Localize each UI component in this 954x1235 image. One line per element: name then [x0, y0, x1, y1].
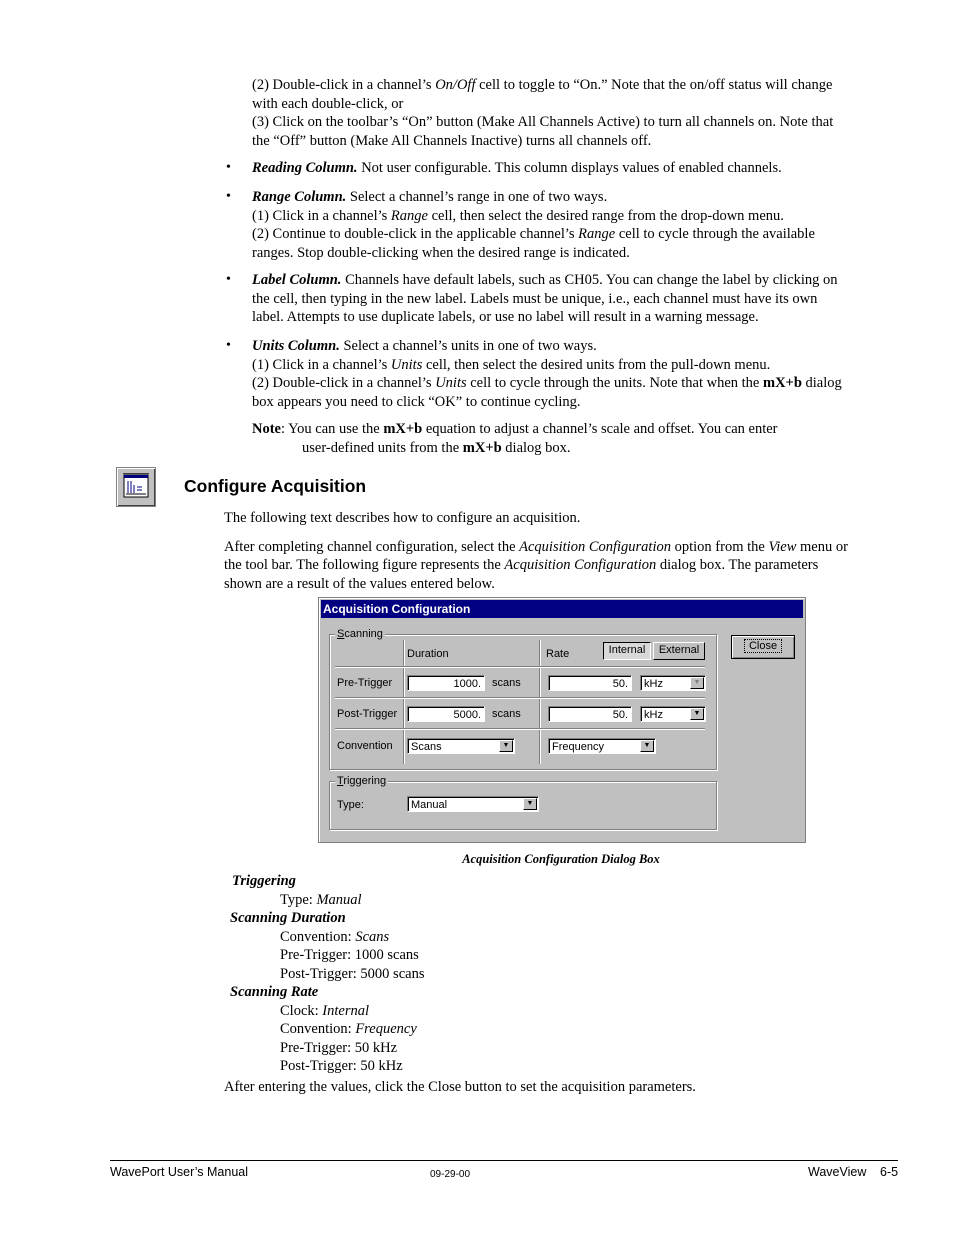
grid-divider [335, 666, 705, 668]
section-italic: Acquisition Configuration [504, 557, 657, 573]
pre-trigger-rate-unit-select[interactable] [640, 675, 706, 691]
section-paragraph: The following text describes how to configure an acquisition. [224, 510, 581, 526]
dropdown-arrow-icon[interactable]: ▼ [523, 798, 537, 810]
post-trigger-label: Post-Trigger [337, 708, 398, 720]
bullet-glyph: • [226, 272, 231, 287]
units-italic: Units [435, 375, 467, 391]
param-line: Clock: [280, 1002, 323, 1019]
section-line: the tool bar. The following figure represents the [224, 557, 505, 573]
bullet-glyph: • [226, 160, 231, 175]
range-line: (2) Continue to double-click in the applicable channel’s [252, 226, 579, 242]
pre-trigger-rate-unit-value: kHz [644, 678, 663, 690]
param-heading: Scanning Duration [230, 910, 346, 926]
label-title: Label Column. [252, 272, 342, 288]
param-value: Manual [316, 891, 362, 908]
units-italic: Units [390, 356, 423, 373]
units-line: box appears you need to click “OK” to continue cycling. [252, 393, 581, 410]
external-clock-button[interactable]: External [653, 642, 705, 660]
note-line: equation to adjust a channel’s scale and offset. You can enter [422, 421, 778, 437]
figure-caption: Acquisition Configuration Dialog Box [462, 852, 660, 866]
range-italic: Range [390, 207, 428, 224]
footer-date: 09-29-00 [430, 1169, 471, 1180]
bullet-glyph: • [226, 189, 231, 204]
range-text: Select a channel’s range in one of two ways. [346, 189, 608, 205]
trigger-type-select[interactable] [407, 796, 539, 812]
convention-label: Convention [337, 740, 393, 752]
reading-column-item [252, 159, 902, 178]
units-line: cell, then select the desired units from the pull-down menu. [422, 356, 771, 373]
grid-divider [335, 728, 705, 730]
param-line: Pre-Trigger: 1000 scans [280, 947, 419, 963]
label-line: the cell, then typing in the new label. Labels must be unique, i.e., each channel must have its own [252, 290, 818, 307]
range-line: cell, then select the desired range from the drop-down menu. [427, 207, 784, 224]
param-line: Post-Trigger: 50 kHz [280, 1058, 403, 1074]
footer-chapter: WaveView [808, 1165, 867, 1179]
reading-text: Not user configurable. This column displays values of enabled channels. [357, 160, 782, 176]
note-line: dialog box. [501, 439, 571, 456]
param-value: Frequency [355, 1021, 417, 1037]
section-italic: View [768, 538, 797, 555]
note-bold: mX+b [383, 421, 423, 437]
post-trigger-rate-input[interactable]: 50. [548, 706, 632, 722]
intro-line: (2) Double-click in a channel’s [252, 77, 436, 93]
section-line: shown are a result of the values entered below. [224, 575, 495, 592]
dropdown-arrow-icon[interactable]: ▼ [690, 677, 704, 689]
units-line: cell to cycle through the units. Note that when the [466, 375, 763, 391]
section-heading: Configure Acquisition [184, 476, 367, 496]
range-line: cell to cycle through the available [615, 226, 815, 242]
triggering-group-label: Triggering [337, 775, 387, 787]
duration-convention-value: Scans [411, 741, 442, 753]
footer-page-number: 6-5 [880, 1165, 899, 1179]
param-line: Convention: [280, 1021, 356, 1037]
acquisition-configuration-dialog [318, 597, 806, 843]
dropdown-arrow-icon[interactable]: ▼ [640, 740, 654, 752]
internal-clock-button[interactable]: Internal [603, 642, 651, 660]
post-trigger-rate-unit-value: kHz [644, 709, 663, 721]
param-line: Post-Trigger: 5000 scans [280, 965, 425, 982]
param-heading: Scanning Rate [230, 984, 319, 1000]
post-trigger-duration-input[interactable]: 5000. [407, 706, 485, 722]
section-line: After completing channel configuration, select the [224, 538, 520, 555]
section-line: dialog box. The parameters [656, 557, 819, 573]
label-text: Channels have default labels, such as CH05. You can change the label by clicking on [341, 272, 838, 288]
param-value: Scans [355, 928, 390, 945]
section-line: option from the [671, 538, 769, 555]
grid-divider [403, 640, 405, 764]
acquisition-config-icon [116, 467, 156, 507]
param-heading: Triggering [232, 873, 296, 889]
closing-paragraph: After entering the values, click the Close button to set the acquisition parameters. [224, 1079, 696, 1095]
rate-convention-value: Frequency [552, 741, 604, 753]
range-line: (1) Click in a channel’s [252, 207, 391, 224]
grid-divider [335, 697, 705, 699]
close-button[interactable] [731, 635, 795, 659]
units-line: (2) Double-click in a channel’s [252, 375, 436, 391]
dropdown-arrow-icon[interactable]: ▼ [690, 708, 704, 720]
footer-manual-title: WavePort User’s Manual [110, 1165, 249, 1179]
post-trigger-duration-unit: scans [492, 708, 521, 720]
trigger-type-label: Type: [337, 799, 364, 811]
dialog-title-bar: Acquisition Configuration [321, 600, 803, 618]
scanning-group-label: Scanning [337, 628, 383, 640]
scanning-label-rest: canning [344, 628, 383, 640]
units-bold: mX+b [763, 375, 802, 391]
note-line: : You can use the [281, 421, 384, 437]
range-italic: Range [578, 226, 616, 242]
post-trigger-rate-unit-select[interactable] [640, 706, 706, 722]
rate-convention-select[interactable] [548, 738, 656, 754]
trigger-type-value: Manual [411, 799, 448, 811]
grid-divider [539, 640, 541, 764]
triggering-label-rest: riggering [343, 775, 387, 787]
section-body [224, 509, 904, 593]
pre-trigger-rate-input[interactable]: 50. [548, 675, 632, 691]
intro-line: with each double-click, or [252, 95, 404, 112]
label-line: label. Attempts to use duplicate labels, or use no label will result in a warning message. [252, 309, 759, 325]
units-title: Units Column. [252, 338, 340, 354]
param-line: Type: [280, 891, 317, 908]
label-column-item [252, 271, 902, 327]
bullet-glyph: • [226, 338, 231, 353]
range-title: Range Column. [252, 189, 347, 205]
pre-trigger-duration-unit: scans [492, 677, 521, 689]
note-line: user-defined units from the [302, 439, 463, 456]
intro-line: the “Off” button (Make All Channels Inactive) turns all channels off. [252, 132, 652, 149]
footer-rule [110, 1160, 898, 1161]
note-label: Note [252, 421, 281, 437]
section-italic: Acquisition Configuration [519, 538, 671, 555]
param-line: Pre-Trigger: 50 kHz [280, 1039, 398, 1056]
parameters-list [232, 872, 732, 1076]
units-line: (1) Click in a channel’s [252, 356, 391, 373]
close-button-label: Close [744, 639, 782, 653]
section-line: menu or [796, 538, 848, 555]
units-line: dialog [801, 375, 842, 391]
units-text: Select a channel’s units in one of two ways. [339, 338, 597, 354]
range-column-item [252, 188, 902, 262]
note-block [252, 420, 902, 457]
intro-line: (3) Click on the toolbar’s “On” button (Make All Channels Active) to turn all channels on. Note that [252, 114, 834, 130]
intro-line: cell to toggle to “On.” Note that the on/off status will change [475, 77, 833, 93]
range-line: ranges. Stop double-clicking when the desired range is indicated. [252, 244, 630, 261]
pre-trigger-duration-input[interactable]: 1000. [407, 675, 485, 691]
duration-convention-select[interactable] [407, 738, 515, 754]
intro-text [252, 76, 902, 150]
param-value: Internal [322, 1002, 370, 1019]
units-column-item [252, 337, 902, 411]
dropdown-arrow-icon[interactable]: ▼ [499, 740, 513, 752]
duration-header: Duration [407, 648, 449, 660]
intro-italic: On/Off [435, 77, 476, 93]
param-line: Convention: [280, 928, 356, 945]
pre-trigger-label: Pre-Trigger [337, 677, 393, 689]
note-bold: mX+b [462, 439, 502, 456]
reading-title: Reading Column. [252, 160, 358, 176]
rate-header: Rate [546, 648, 570, 660]
